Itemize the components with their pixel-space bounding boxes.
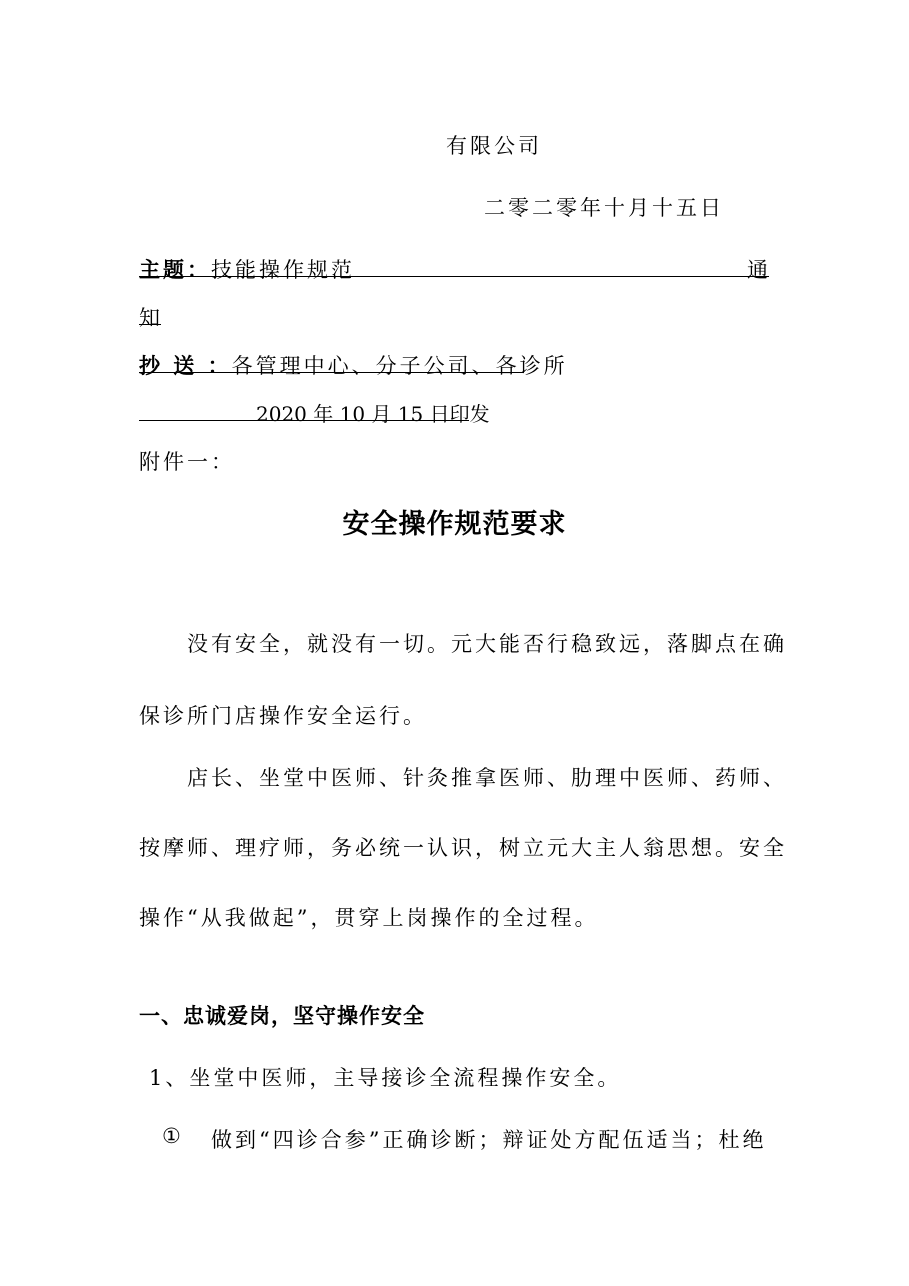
attachment-label: 附件一：: [139, 450, 235, 474]
paragraph-1-line-2: 保诊所门店操作安全运行。: [139, 704, 427, 728]
paragraph-2-line-2: 按摩师、理疗师，务必统一认识，树立元大主人翁思想。安全: [139, 836, 787, 860]
subject-underline: [139, 276, 769, 277]
subject-tail-1: 通: [747, 258, 771, 282]
issued-date: 2020 年 10 月 15 日印发: [256, 402, 490, 426]
subject-line: [139, 254, 355, 284]
subject-tail-2: 知: [139, 306, 163, 330]
sub-item-text: 做到“四诊合参”正确诊断；辩证处方配伍适当；杜绝: [211, 1128, 767, 1152]
paragraph-2-line-3: 操作“从我做起”，贯穿上岗操作的全过程。: [139, 906, 599, 930]
issue-date: 二零二零年十月十五日: [484, 196, 724, 220]
sub-item-marker: ①: [162, 1124, 184, 1148]
issued-underline: [139, 420, 469, 421]
item-1: 1、坐堂中医师，主导接诊全流程操作安全。: [149, 1066, 622, 1090]
cc-line: [139, 350, 568, 380]
section-1-heading: 一、忠诚爱岗，坚守操作安全: [139, 1004, 425, 1028]
document-title: 安全操作规范要求: [342, 509, 567, 540]
cc-underline: [139, 372, 524, 373]
company-name-suffix: 有限公司: [446, 134, 542, 158]
subject-tail-underline: [139, 324, 161, 325]
cc-label: 抄 送 ：: [139, 354, 232, 378]
cc-recipients: 各管理中心、分子公司、各诊所: [231, 354, 568, 378]
subject-label: 主题：: [139, 258, 211, 282]
subject-value: 技能操作规范: [211, 258, 355, 282]
paragraph-1-line-1: 没有安全，就没有一切。元大能否行稳致远，落脚点在确: [187, 632, 787, 656]
paragraph-2-line-1: 店长、坐堂中医师、针灸推拿医师、肋理中医师、药师、: [187, 766, 787, 790]
